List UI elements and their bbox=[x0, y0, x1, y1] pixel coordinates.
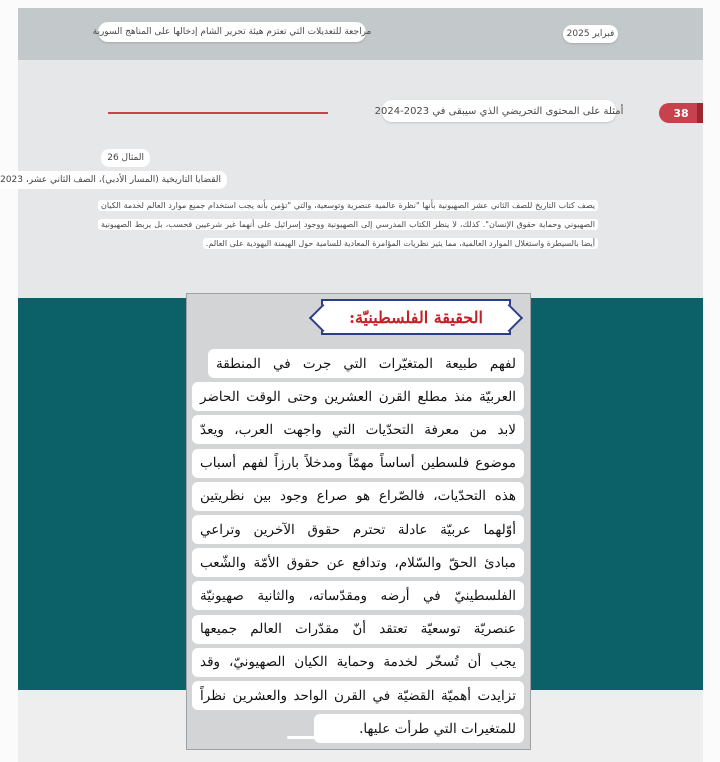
excerpt-line-text: يجب أن تُسخّر لخدمة وحماية الكيان الصهيونيّ، وقد bbox=[200, 654, 516, 671]
excerpt-line-text: الفلسطينيّ في أرضه ومقدّساته، والثانية صهيونيّة bbox=[200, 587, 516, 604]
page-number-tab: 38 bbox=[659, 103, 703, 123]
excerpt-line-text: عنصريّة توسعيّة تعتقد أنّ مقدّرات العالم جميعها bbox=[200, 621, 516, 638]
excerpt-line bbox=[192, 382, 524, 411]
excerpt-line bbox=[314, 714, 524, 743]
section-heading: أمثلة على المحتوى التحريضي الذي سيبقى في 2023-2024 bbox=[382, 100, 616, 122]
excerpt-line-text: مبادئ الحقّ والسّلام، وتدافع عن حقوق الأمّة والشّعب bbox=[200, 554, 516, 571]
heading-divider-line bbox=[108, 112, 328, 114]
excerpt-line-text: تزايدت أهميّة القضيّة في القرن الواحد والعشرين نظراً bbox=[200, 687, 516, 704]
excerpt-line-text: لفهم طبيعة المتغيّرات التي جرت في المنطقة bbox=[216, 355, 516, 372]
header-title: مراجعة للتعديلات التي تعتزم هيئة تحرير الشام إدخالها على المناهج السورية bbox=[98, 22, 366, 42]
example-number: المثال 26 bbox=[101, 149, 150, 167]
excerpt-line bbox=[192, 415, 524, 444]
excerpt-line bbox=[192, 615, 524, 644]
excerpt-line bbox=[192, 449, 524, 478]
example-source: القضايا التاريخية (المسار الأدبي)، الصف الثاني عشر، 2023 bbox=[0, 171, 227, 189]
excerpt-title: الحقيقة الفلسطينيّة: bbox=[349, 307, 483, 327]
scribble-mark bbox=[287, 736, 342, 739]
excerpt-line bbox=[192, 548, 524, 577]
body-paragraph bbox=[98, 196, 598, 253]
excerpt-line-text: هذه التحدّيات، فالصّراع هو صراع وجود بين نظريتين bbox=[200, 488, 516, 505]
excerpt-line-text: أوّلهما عربيّة عادلة تحترم حقوق الآخرين وتراعي bbox=[200, 521, 516, 538]
excerpt-line bbox=[192, 648, 524, 677]
body-paragraph-text: يصف كتاب التاريخ للصف الثاني عشر الصهيونية بأنها "نظرة عالمية عنصرية وتوسعية، والتي "تؤمن بأنه يجب استخدام جميع موارد العالم لخدمة الكيان الصهيوني وحماية حقوق الإنسان". كذلك، لا ينظر الكتاب المدرسي إلى الصهيونية ووجود إسرائيل على أنهما غير شرعيين فحسب، بل يربط الصهيونية أيضا بالسيطرة واستغلال الموارد العالمية، مما يثير نظريات المؤامرة المعادية للسامية حول الهيمنة اليهودية على العالم. bbox=[98, 200, 598, 249]
excerpt-title-banner bbox=[321, 299, 511, 335]
excerpt-line bbox=[192, 681, 524, 710]
excerpt-line-text: للمتغيرات التي طرأت عليها. bbox=[359, 720, 516, 737]
textbook-excerpt-image bbox=[186, 293, 531, 750]
excerpt-line-text: لابد من معرفة التحدّيات التي واجهت العرب، ويعدّ bbox=[200, 421, 516, 438]
excerpt-line-text: العربيّة منذ مطلع القرن العشرين وحتى الوقت الحاضر bbox=[200, 388, 516, 405]
excerpt-line-text: موضوع فلسطين أساساً مهمّاً ومدخلاً بارزاً لفهم أسباب bbox=[200, 455, 516, 472]
excerpt-line bbox=[192, 515, 524, 544]
page-header-bar bbox=[18, 8, 703, 60]
header-date: فبراير 2025 bbox=[563, 25, 618, 43]
excerpt-line bbox=[192, 482, 524, 511]
excerpt-line bbox=[192, 581, 524, 610]
excerpt-line bbox=[208, 349, 524, 378]
